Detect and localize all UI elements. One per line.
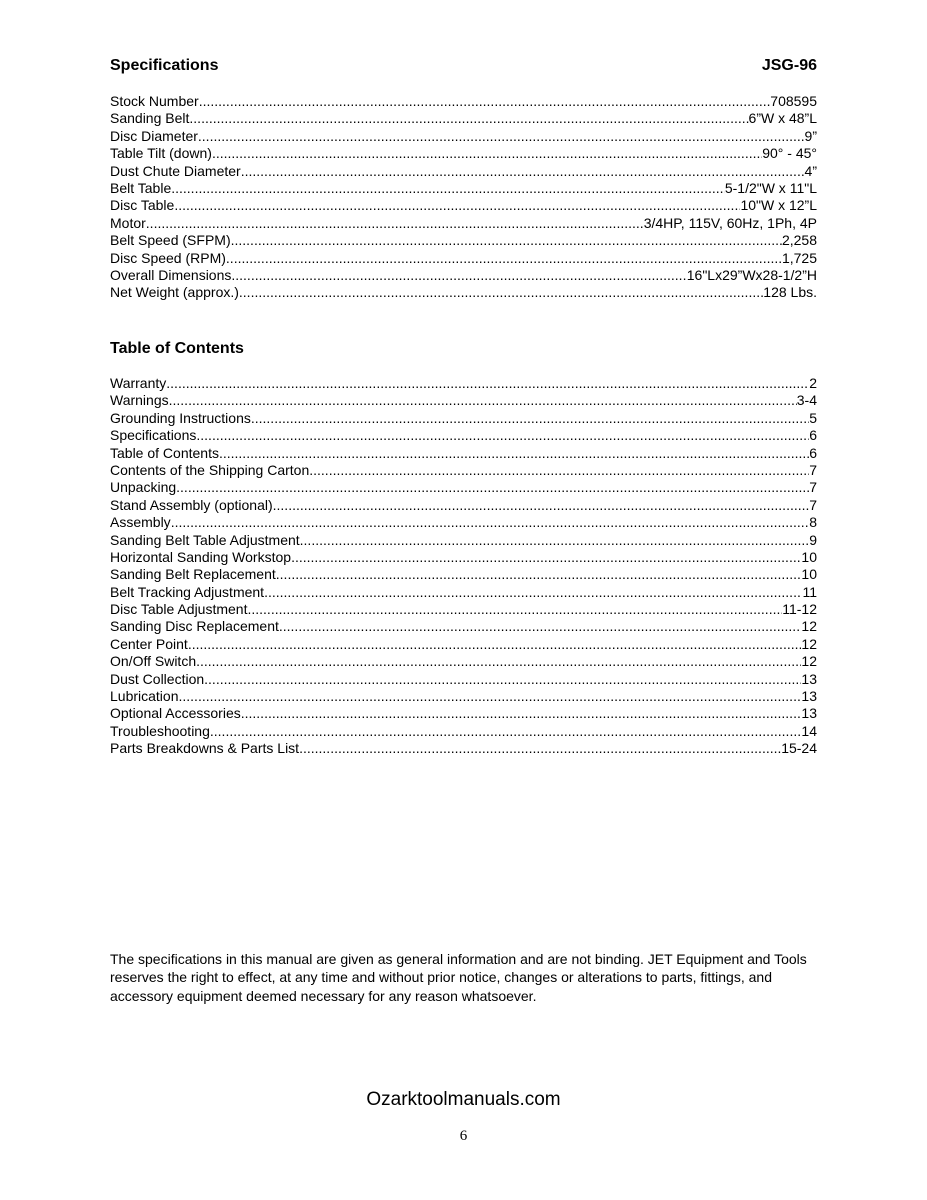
dot-leader	[251, 410, 809, 427]
toc-label: Sanding Belt Table Adjustment	[110, 531, 300, 548]
toc-entry	[110, 514, 817, 531]
toc-page: 10	[801, 548, 817, 565]
toc-label: Specifications	[110, 427, 197, 444]
toc-label: Assembly	[110, 514, 171, 531]
dot-leader	[196, 653, 801, 670]
toc-label: Unpacking	[110, 479, 177, 496]
spec-value: 708595	[770, 93, 817, 109]
toc-label: Lubrication	[110, 688, 179, 705]
dot-leader	[176, 479, 809, 496]
spec-row	[110, 180, 817, 197]
toc-label: Belt Tracking Adjustment	[110, 583, 265, 600]
toc-label: Disc Table Adjustment	[110, 601, 248, 618]
dot-leader	[226, 250, 782, 267]
toc-entry	[110, 636, 817, 653]
dot-leader	[171, 514, 810, 531]
spec-row	[110, 284, 817, 301]
dot-leader	[241, 705, 802, 722]
spec-value: 4”	[804, 162, 817, 179]
page-header	[110, 56, 817, 76]
toc-label: Grounding Instructions	[110, 409, 251, 426]
spec-row	[110, 197, 817, 214]
spec-value: 9”	[804, 127, 817, 144]
toc-entry	[110, 497, 817, 514]
dot-leader	[179, 688, 802, 705]
toc-label: Horizontal Sanding Workstop	[110, 548, 292, 565]
toc-entry	[110, 549, 817, 566]
spec-value: 90° - 45°	[762, 145, 817, 162]
spec-label: Table Tilt (down)	[110, 145, 212, 162]
dot-leader	[169, 392, 797, 409]
dot-leader	[204, 671, 801, 688]
page-number: 6	[459, 1128, 468, 1144]
toc-page: 13	[801, 705, 817, 722]
toc-page: 10	[801, 566, 817, 583]
model-number: JSG-96	[761, 57, 817, 74]
spec-label: Overall Dimensions	[110, 266, 232, 283]
toc-label: Center Point	[110, 635, 188, 652]
toc-entry	[110, 601, 817, 618]
toc-entry	[110, 584, 817, 601]
spec-value: 6”W x 48”L	[748, 110, 817, 127]
dot-leader	[188, 636, 802, 653]
toc-entry	[110, 740, 817, 757]
website-footer: Ozarktoolmanuals.com	[366, 1089, 561, 1110]
toc-label: Sanding Belt Replacement	[110, 566, 276, 583]
spec-label: Belt Table	[110, 179, 172, 196]
spec-value: 3/4HP, 115V, 60Hz, 1Ph, 4P	[643, 214, 817, 231]
toc-label: Table of Contents	[110, 444, 219, 461]
dot-leader	[241, 163, 805, 180]
toc-heading: Table of Contents	[110, 340, 244, 357]
toc-label: On/Off Switch	[110, 653, 197, 670]
dot-leader	[247, 601, 782, 618]
dot-leader	[189, 110, 748, 127]
toc-entry	[110, 410, 817, 427]
toc-label: Parts Breakdowns & Parts List	[110, 740, 300, 757]
dot-leader	[199, 93, 771, 110]
dot-leader	[309, 462, 809, 479]
spec-row	[110, 110, 817, 127]
toc-page: 11-12	[782, 601, 817, 618]
toc-label: Stand Assembly (optional)	[110, 496, 273, 513]
toc-page: 6	[809, 444, 817, 461]
dot-leader	[174, 197, 740, 214]
dot-leader	[279, 618, 802, 635]
dot-leader	[210, 723, 802, 740]
toc-label: Optional Accessories	[110, 705, 241, 722]
toc-page: 13	[801, 688, 817, 705]
dot-leader	[276, 566, 802, 583]
dot-leader	[273, 497, 810, 514]
toc-label: Dust Collection	[110, 670, 205, 687]
toc-page: 9	[809, 531, 817, 548]
spec-row	[110, 93, 817, 110]
dot-leader	[291, 549, 801, 566]
spec-label: Sanding Belt	[110, 110, 190, 127]
toc-label: Warranty	[110, 375, 167, 391]
toc-entry	[110, 427, 817, 444]
spec-value: 1,725	[781, 249, 817, 266]
toc-entry	[110, 671, 817, 688]
dot-leader	[231, 267, 686, 284]
toc-entry	[110, 618, 817, 635]
dot-leader	[299, 740, 781, 757]
toc-entry	[110, 392, 817, 409]
toc-entry	[110, 653, 817, 670]
dot-leader	[166, 375, 809, 392]
dot-leader	[300, 532, 810, 549]
spec-row	[110, 250, 817, 267]
toc-entry	[110, 479, 817, 496]
toc-page: 14	[801, 722, 817, 739]
spec-label: Disc Diameter	[110, 127, 198, 144]
toc-label: Contents of the Shipping Carton	[110, 461, 310, 478]
spec-label: Belt Speed (SFPM)	[110, 232, 231, 249]
toc-page: 15-24	[781, 740, 817, 757]
disclaimer-text: The specifications in this manual are given as general information and are not binding. JET Equipment and Tools reserves the right to effect, at any time and without prior notice, changes or alterations to parts, fittings, and accessory equipment deemed necessary for any reason whatsoever.	[110, 951, 807, 1004]
toc-page: 6	[809, 427, 817, 444]
table-of-contents	[110, 375, 817, 758]
dot-leader	[219, 445, 809, 462]
spec-value: 16"Lx29”Wx28-1/2”H	[686, 266, 817, 283]
dot-leader	[264, 584, 802, 601]
spec-row	[110, 163, 817, 180]
toc-page: 7	[809, 461, 817, 478]
toc-label: Warnings	[110, 392, 169, 409]
spec-label: Dust Chute Diameter	[110, 162, 241, 179]
toc-page: 7	[809, 479, 817, 496]
toc-page: 8	[809, 514, 817, 531]
dot-leader	[239, 284, 763, 301]
dot-leader	[171, 180, 725, 197]
section-title: Specifications	[110, 57, 219, 74]
toc-page: 2	[809, 375, 817, 391]
spec-row	[110, 128, 817, 145]
toc-entry	[110, 705, 817, 722]
dot-leader	[212, 145, 762, 162]
toc-entry	[110, 375, 817, 392]
spec-row	[110, 267, 817, 284]
spec-label: Disc Table	[110, 197, 175, 214]
toc-page: 13	[801, 670, 817, 687]
spec-label: Motor	[110, 214, 146, 231]
spec-value: 10"W x 12”L	[740, 197, 817, 214]
toc-page: 11	[802, 583, 817, 600]
toc-entry	[110, 723, 817, 740]
spec-row	[110, 232, 817, 249]
toc-entry	[110, 462, 817, 479]
toc-entry	[110, 532, 817, 549]
toc-page: 12	[801, 635, 817, 652]
spec-value: 2,258	[781, 232, 817, 249]
dot-leader	[231, 232, 782, 249]
dot-leader	[146, 215, 644, 232]
toc-page: 7	[809, 496, 817, 513]
toc-entry	[110, 566, 817, 583]
spec-row	[110, 215, 817, 232]
spec-value: 5-1/2"W x 11"L	[724, 179, 817, 196]
dot-leader	[198, 128, 805, 145]
spec-row	[110, 145, 817, 162]
toc-entry	[110, 445, 817, 462]
toc-label: Sanding Disc Replacement	[110, 618, 279, 635]
toc-label: Troubleshooting	[110, 722, 210, 739]
toc-page: 12	[801, 653, 817, 670]
spec-value: 128 Lbs.	[763, 284, 817, 301]
spec-label: Stock Number	[110, 93, 199, 109]
spec-label: Disc Speed (RPM)	[110, 249, 226, 266]
dot-leader	[196, 427, 809, 444]
specifications-list	[110, 93, 817, 302]
toc-page: 5	[809, 409, 817, 426]
spec-label: Net Weight (approx.)	[110, 284, 239, 301]
toc-entry	[110, 688, 817, 705]
toc-page: 3-4	[796, 392, 817, 409]
toc-page: 12	[801, 618, 817, 635]
